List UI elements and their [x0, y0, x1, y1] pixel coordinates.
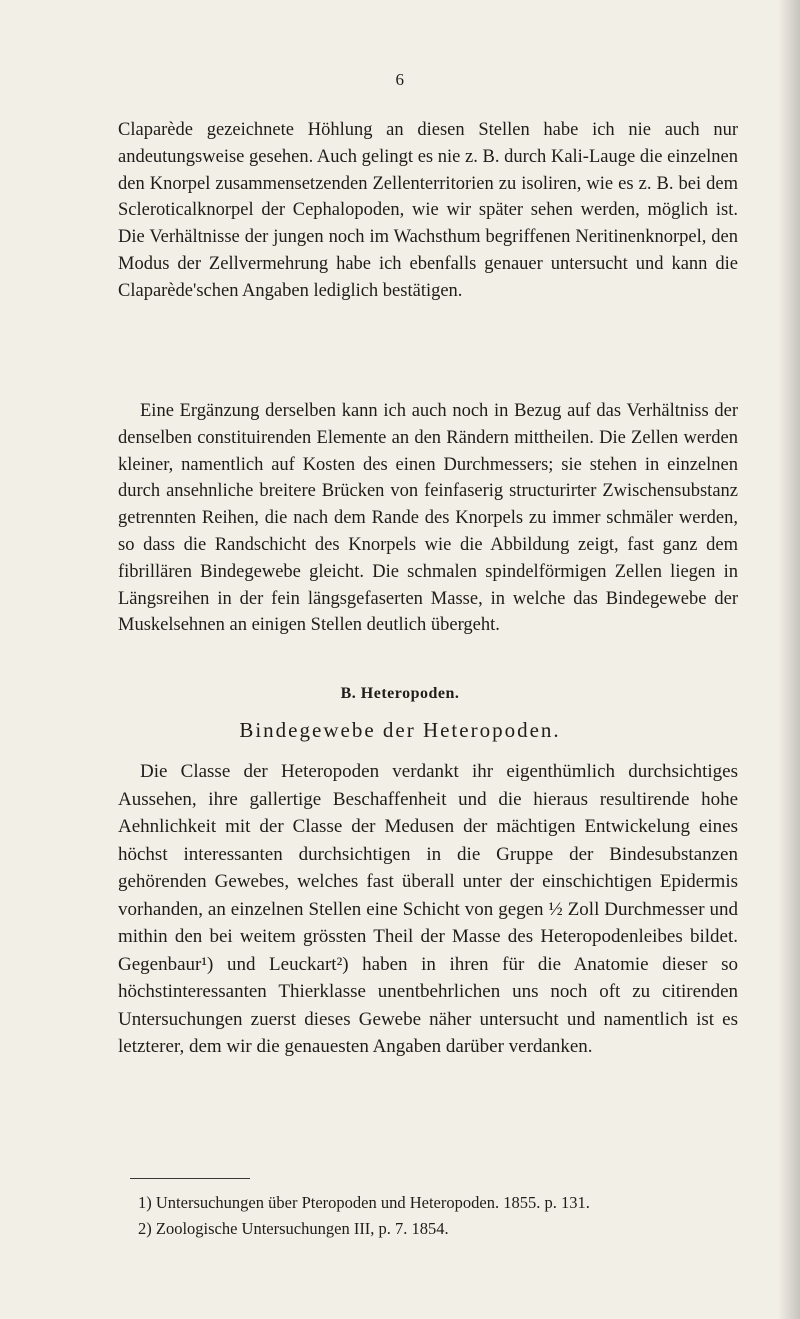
footnote-divider	[130, 1178, 250, 1179]
paragraph-ergaenzung: Eine Ergänzung derselben kann ich auch noch in Bezug auf das Verhältniss der denselben constituirenden Elemente an den Rändern mittheilen. Die Zellen werden kleiner, namentlich auf Kosten des einen Durchmessers; sie stehen in einzelnen durch ansehnliche breitere Brücken von feinfaserig structurirter Zwischensubstanz getrennten Reihen, die nach dem Rande des Knorpels zu immer schmäler werden, so dass die Randschicht des Knorpels wie die Abbildung zeigt, fast ganz dem fibrillären Bindegewebe gleicht. Die schmalen spindelförmigen Zellen liegen in Längsreihen in der fein längsgefaserten Masse, in welche das Bindegewebe der Muskelsehnen an einigen Stellen deutlich übergeht.	[118, 401, 738, 636]
footnotes	[138, 1190, 758, 1242]
footnote-1: 1) Untersuchungen über Pteropoden und Heteropoden. 1855. p. 131.	[138, 1193, 590, 1212]
paragraph-heteropoden: Die Classe der Heteropoden verdankt ihr eigenthümlich durchsichtiges Aussehen, ihre gallertige Beschaffenheit und die hieraus resultirende hohe Aehnlichkeit mit der Classe der Medusen der mächtigen Entwickelung eines höchst interessanten durchsichtigen in die Gruppe der Bindesubstanzen gehörenden Gewebes, welches fast überall unter der einschichtigen Epidermis vorhanden, an einzelnen Stellen eine Schicht von gegen ½ Zoll Durchmesser und mithin den bei weitem grössten Theil der Masse des Heteropodenleibes bildet. Gegenbaur¹) und Leuckart²) haben in ihren für die Anatomie dieser so höchstinteressanten Thierklasse unentbehrlichen uns noch oft zu citirenden Untersuchungen zuerst dieses Gewebe näher untersucht und namentlich ist es letzterer, dem wir die genauesten Angaben darüber verdanken.	[118, 761, 738, 1057]
paragraph-claparede: Claparède gezeichnete Höhlung an diesen Stellen habe ich nie auch nur andeutungsweise gesehen. Auch gelingt es nie z. B. durch Kali-Lauge die einzelnen den Knorpel zusammensetzenden Zellenterritorien zu isoliren, wie es z. B. bei dem Scleroticalknorpel der Cephalopoden, wie wir später sehen werden, möglich ist. Die Verhältnisse der jungen noch im Wachsthum begriffenen Neritinenknorpel, den Modus der Zellvermehrung habe ich ebenfalls genauer untersucht und kann die Claparède'schen Angaben lediglich bestätigen.	[118, 120, 738, 301]
footnote-2: 2) Zoologische Untersuchungen III, p. 7. 1854.	[138, 1219, 449, 1238]
section-heading: Bindegewebe der Heteropoden.	[239, 718, 561, 742]
section-label: B. Heteropoden.	[340, 685, 460, 702]
page-edge-shadow	[778, 0, 800, 1319]
page-number: 6	[395, 70, 405, 89]
